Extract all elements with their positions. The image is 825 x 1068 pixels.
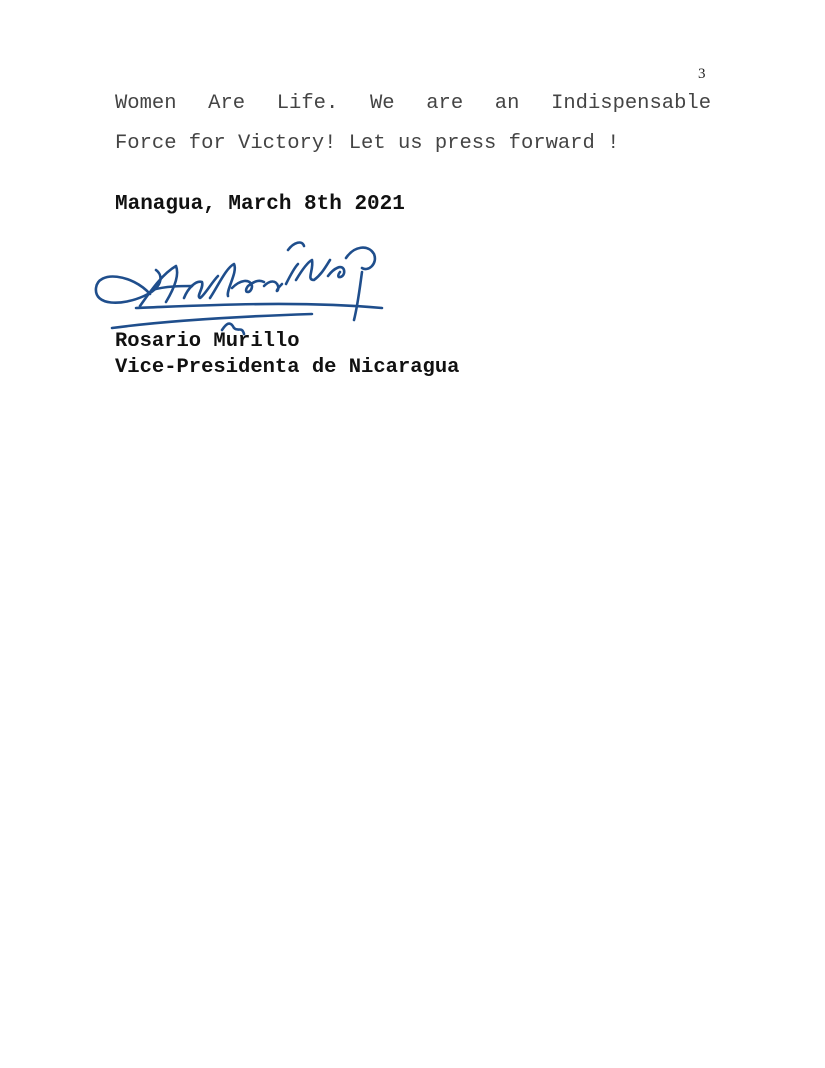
- paragraph-line: Women Are Life. We are an Indispensable: [115, 92, 711, 115]
- paragraph-line: Force for Victory! Let us press forward !: [115, 132, 620, 155]
- signer-title: Vice-Presidenta de Nicaragua: [115, 356, 460, 379]
- page-number: 3: [698, 66, 706, 82]
- closing-paragraph: [115, 84, 711, 164]
- signer-name: Rosario Murillo: [115, 330, 300, 353]
- place-and-date: Managua, March 8th 2021: [115, 193, 405, 216]
